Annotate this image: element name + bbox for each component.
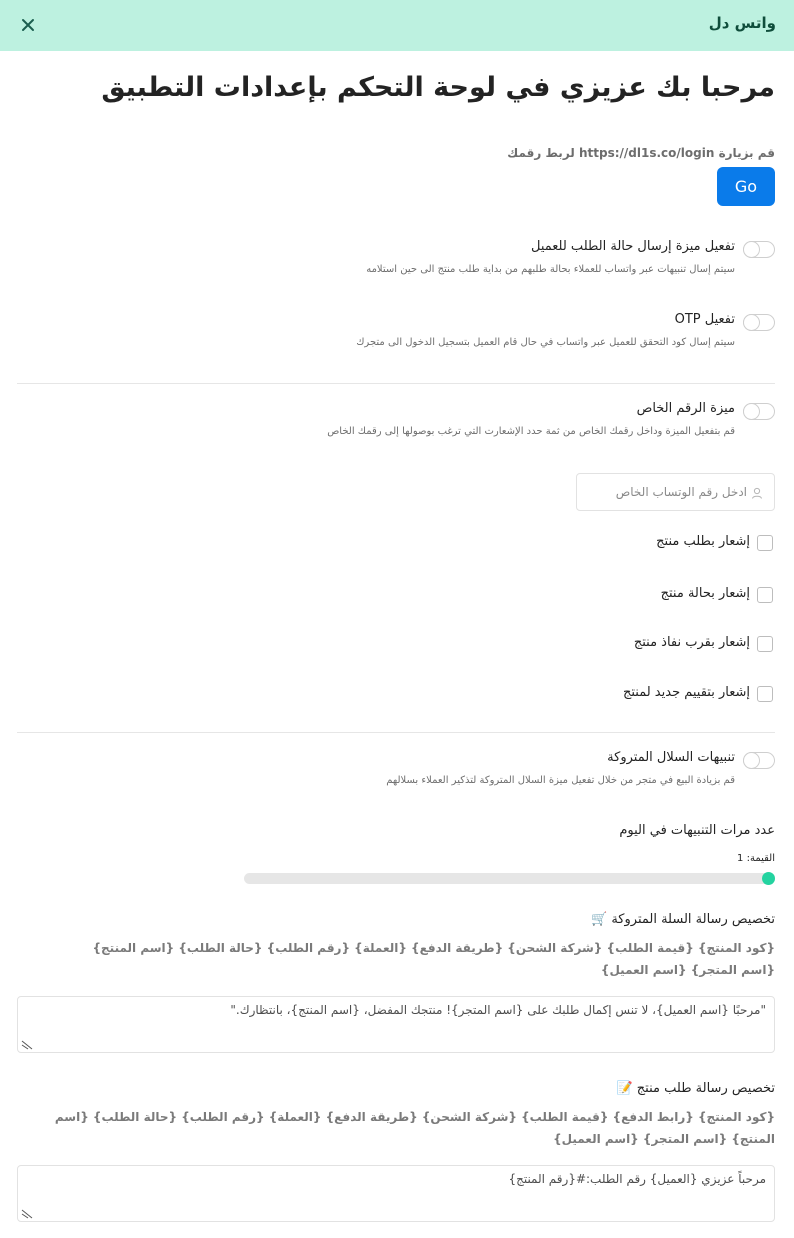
abandoned-carts-toggle[interactable] xyxy=(743,752,775,769)
notify-new-review-checkbox[interactable] xyxy=(757,686,773,702)
toggle-knob xyxy=(744,404,759,419)
order-message-box xyxy=(17,1165,775,1222)
alerts-per-day-value: القيمة: 1 xyxy=(737,853,775,864)
otp-description: سيتم إسال كود التحقق للعميل عبر واتساب في حال قام العميل بتسجيل الدخول الى متجرك xyxy=(356,337,735,348)
abandoned-message-placeholders: {كود المنتج} {قيمة الطلب} {شركة الشحن} {طريقة الدفع} {العملة} {رقم الطلب} {حالة الطلب} {اسم المنتج} {اسم المتجر} {اسم العميل} xyxy=(92,941,775,977)
toggle-knob xyxy=(744,315,759,330)
divider xyxy=(17,732,775,733)
notify-new-review-label: إشعار بتقييم جديد لمنتج xyxy=(622,685,750,700)
page-title: مرحبا بك عزيزي في لوحة التحكم بإعدادات التطبيق xyxy=(101,72,775,103)
app-title: واتس دل xyxy=(708,14,776,32)
alerts-per-day-title: عدد مرات التنبيهات في اليوم xyxy=(619,823,775,838)
abandoned-carts-title: تنبيهات السلال المتروكة xyxy=(607,750,735,765)
go-button[interactable]: Go xyxy=(717,167,775,206)
otp-toggle[interactable] xyxy=(743,314,775,331)
app-header xyxy=(0,0,794,51)
whatsapp-number-field xyxy=(576,473,775,511)
notify-product-order-label: إشعار بطلب منتج xyxy=(656,534,750,549)
resize-handle-icon[interactable] xyxy=(20,1038,36,1050)
private-number-title: ميزة الرقم الخاص xyxy=(636,401,735,416)
order-status-title: تفعيل ميزة إرسال حالة الطلب للعميل xyxy=(530,239,735,254)
visit-instruction: قم بزيارة https://dl1s.co/login لربط رقمك xyxy=(507,146,775,160)
abandoned-message-textarea[interactable] xyxy=(18,997,774,1052)
order-message-placeholders: {كود المنتج} {رابط الدفع} {قيمة الطلب} {شركة الشحن} {طريقة الدفع} {العملة} {رقم الطلب} {حالة الطلب} {اسم المنتج} {اسم المتجر} {اسم العميل} xyxy=(54,1110,775,1146)
order-status-toggle[interactable] xyxy=(743,241,775,258)
slider-thumb[interactable] xyxy=(762,872,775,885)
toggle-knob xyxy=(744,242,759,257)
abandoned-message-title: تخصيص رسالة السلة المتروكة 🛒 xyxy=(591,912,775,927)
close-icon[interactable] xyxy=(18,15,38,35)
private-number-description: قم بتفعيل الميزة وداخل رقمك الخاص من ثمة حدد الإشعارت التي ترغب بوصولها إلى رقمك الخاص xyxy=(327,426,735,437)
divider xyxy=(17,383,775,384)
otp-title: تفعيل OTP xyxy=(674,312,735,327)
resize-handle-icon[interactable] xyxy=(20,1207,36,1219)
whatsapp-number-input[interactable] xyxy=(577,474,757,510)
notify-low-stock-label: إشعار بقرب نفاذ منتج xyxy=(633,635,750,650)
private-number-toggle[interactable] xyxy=(743,403,775,420)
order-status-description: سيتم إسال تنبيهات عبر واتساب للعملاء بحالة طلبهم من بداية طلب منتج الى حين استلامه xyxy=(366,264,735,275)
user-icon xyxy=(750,485,764,499)
notify-low-stock-checkbox[interactable] xyxy=(757,636,773,652)
abandoned-carts-description: قم بزيادة البيع في متجر من خلال تفعيل ميزة السلال المتروكة لتذكير العملاء بسلالهم xyxy=(386,775,735,786)
abandoned-message-box xyxy=(17,996,775,1053)
notify-product-order-checkbox[interactable] xyxy=(757,535,773,551)
order-message-textarea[interactable] xyxy=(18,1166,774,1221)
notify-product-status-label: إشعار بحالة منتج xyxy=(660,586,750,601)
notify-product-status-checkbox[interactable] xyxy=(757,587,773,603)
order-message-title: تخصيص رسالة طلب منتج 📝 xyxy=(616,1081,775,1096)
alerts-per-day-slider[interactable] xyxy=(244,873,775,884)
toggle-knob xyxy=(744,753,759,768)
